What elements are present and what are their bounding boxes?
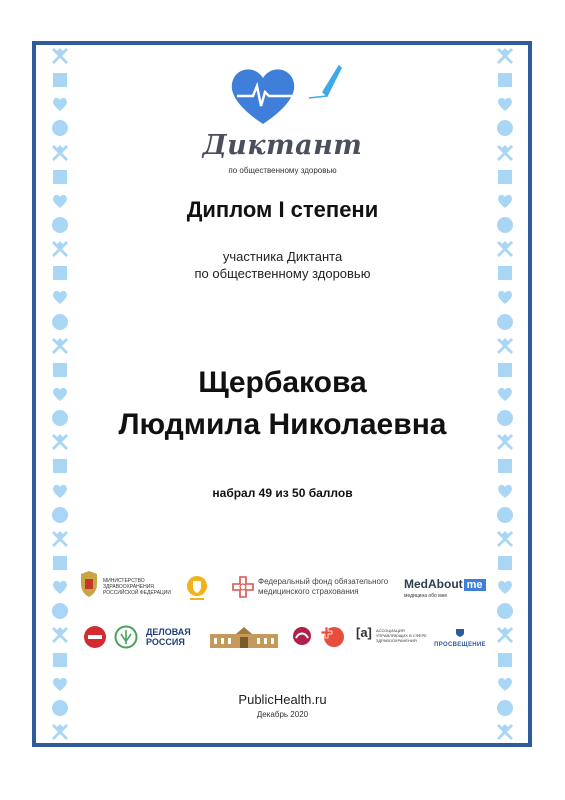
score-text: набрал 49 из 50 баллов (212, 486, 353, 500)
ornament-circle-icon (51, 602, 69, 620)
diploma-title: Диплом I степени (186, 197, 379, 222)
medabout-main: MedAbout (404, 577, 463, 591)
ornament-square-icon (51, 651, 69, 669)
ornament-heart-icon (51, 578, 69, 596)
ornament-square-icon (51, 554, 69, 572)
footer-date: Декабрь 2020 (256, 710, 309, 719)
coat-of-arms-icon (78, 570, 100, 598)
delovaya-line-2: РОССИЯ (146, 637, 185, 647)
partner-logos-row-2 (80, 622, 488, 652)
ffoms-logo (232, 576, 389, 603)
recipient-surname: Щербакова (198, 366, 367, 399)
ornament-cross-icon (496, 626, 514, 644)
heart-pen-icon (223, 62, 343, 128)
aka-bracket: [а] (356, 625, 372, 640)
fund-line-2: медицинского страхования (258, 587, 359, 596)
ministry-logo (78, 570, 171, 603)
ornament-square-icon (496, 554, 514, 572)
ornament-heart-icon (496, 288, 514, 306)
ornament-circle-icon (51, 313, 69, 331)
brand-subtitle: по общественному здоровью (228, 166, 337, 175)
ornament-cross-icon (51, 530, 69, 548)
ornament-cross-icon (496, 723, 514, 741)
prosveshchenie-emblem-icon (455, 627, 465, 637)
prosveshchenie-logo (432, 624, 488, 648)
green-emblem-icon (114, 625, 138, 649)
subtitle-line-1: участника Диктанта (222, 249, 343, 264)
ornament-heart-icon (51, 288, 69, 306)
partner-round-logo (292, 626, 312, 651)
prosveshchenie-main: ПРОСВЕЩЕНИЕ (434, 642, 486, 648)
ornament-cross-icon (496, 337, 514, 355)
partner-red-logo (83, 625, 107, 654)
ministry-line-2: ЗДРАВООХРАНЕНИЯ (103, 584, 154, 590)
aka-logo (356, 624, 427, 643)
footer-site: PublicHealth.ru (238, 692, 327, 707)
ornament-circle-icon (51, 506, 69, 524)
medabout-sub: медицина обо мне (404, 593, 448, 599)
aka-line-2: УПРАВЛЯЮЩИХ В СФЕРЕ (376, 633, 427, 638)
red-cross-icon (318, 623, 346, 649)
partner-logos-row-1 (78, 570, 488, 606)
ornament-cross-icon (51, 723, 69, 741)
recipient-name (0, 362, 565, 446)
building-facade-icon (210, 626, 278, 648)
ornament-heart-icon (496, 578, 514, 596)
brand-name: Диктант (202, 130, 363, 161)
delovaya-rossiya-logo (146, 627, 191, 647)
fund-line-1: Федеральный фонд обязательного (258, 577, 389, 586)
ornament-circle-icon (496, 313, 514, 331)
ministry-line-3: РОССИЙСКОЙ ФЕДЕРАЦИИ (103, 590, 171, 596)
medabout-tag: me (464, 579, 486, 591)
medabout-logo (404, 575, 486, 599)
ornament-square-icon (51, 457, 69, 475)
medical-cross-icon (232, 576, 254, 598)
red-circle-logo-icon (83, 625, 107, 649)
building-logo (210, 626, 278, 653)
ornament-circle-icon (496, 602, 514, 620)
ornament-heart-icon (51, 675, 69, 693)
badge-logo (186, 574, 208, 607)
round-emblem-icon (292, 626, 312, 646)
ornament-cross-icon (51, 337, 69, 355)
recipient-given-names: Людмила Николаевна (118, 408, 447, 441)
ornament-square-icon (496, 457, 514, 475)
partner-cross-logo (318, 623, 346, 654)
subtitle-line-2: по общественному здоровью (194, 266, 371, 281)
delovaya-line-1: ДЕЛОВАЯ (146, 627, 191, 637)
shield-badge-icon (186, 574, 208, 602)
ornament-circle-icon (496, 506, 514, 524)
ornament-cross-icon (496, 530, 514, 548)
ministry-line-1: МИНИСТЕРСТВО (103, 578, 145, 584)
aka-line-1: АССОЦИАЦИЯ (376, 628, 405, 633)
dictation-logo (0, 62, 565, 133)
ornament-square-icon (496, 651, 514, 669)
ornament-heart-icon (496, 675, 514, 693)
ornament-cross-icon (51, 626, 69, 644)
aka-line-3: ЗДРАВООХРАНЕНИЯ (376, 638, 417, 643)
partner-green-logo (114, 625, 138, 654)
diploma-subtitle (0, 248, 565, 282)
